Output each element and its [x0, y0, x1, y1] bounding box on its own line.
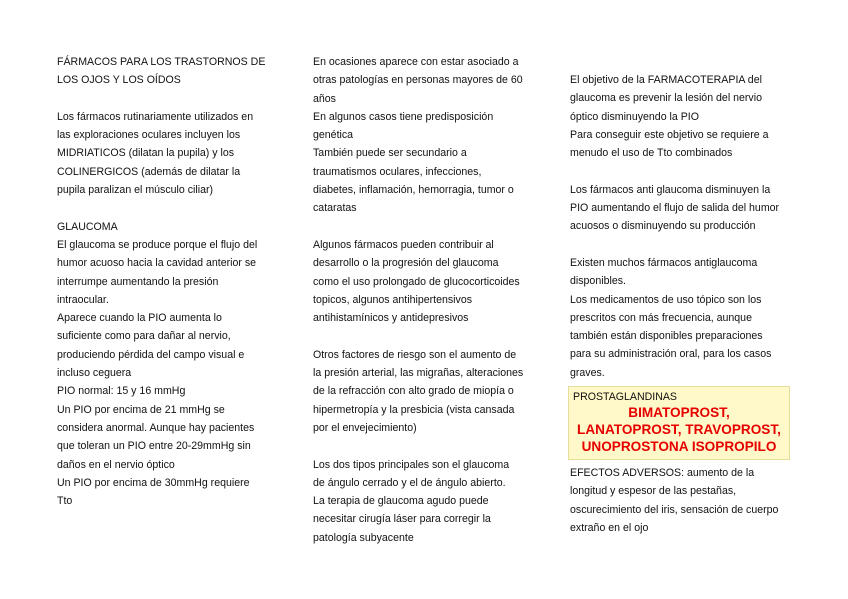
paragraph-drugs-risk	[313, 236, 541, 327]
text-line: EFECTOS ADVERSOS: aumento de la	[570, 467, 755, 480]
text-line: antihistamínicos y antidepresivos	[313, 312, 469, 325]
text-line: longitud y espesor de las pestañas,	[570, 485, 737, 498]
text-line: suficiente como para dañar al nervio,	[57, 330, 231, 343]
prostaglandins-label: PROSTAGLANDINAS	[573, 391, 677, 404]
text-line: también están disponibles preparaciones	[570, 330, 763, 343]
text-line: hipermetropía y la presbicia (vista cansada	[313, 403, 515, 416]
text-line: incluso ceguera	[57, 367, 132, 380]
text-line: En algunos casos tiene predisposición	[313, 110, 494, 123]
text-line: daños en el nervio óptico	[57, 458, 175, 471]
text-line: Los medicamentos de uso tópico son los	[570, 293, 762, 306]
text-line: Un PIO por encima de 30mmHg requiere	[57, 476, 250, 489]
text-line: COLINERGICOS (además de dilatar la	[57, 165, 241, 178]
text-line: LOS OJOS Y LOS OÍDOS	[57, 74, 181, 87]
paragraph-causes	[313, 53, 541, 218]
paragraph-types	[313, 456, 541, 547]
paragraph-intro	[57, 108, 285, 199]
text-line: patología subyacente	[313, 531, 414, 544]
prostaglandins-box	[568, 386, 790, 460]
text-line: En ocasiones aparece con estar asociado a	[313, 56, 519, 68]
text-line: Tto	[57, 495, 73, 508]
text-line: acuosos o disminuyendo su producción	[570, 220, 756, 233]
text-line: para su administración oral, para los casos	[570, 348, 772, 361]
column-left	[57, 53, 285, 510]
text-line: las exploraciones oculares incluyen los	[57, 129, 241, 142]
paragraph-adverse-effects	[570, 464, 802, 537]
text-line: PIO normal: 15 y 16 mmHg	[57, 385, 186, 398]
text-line: La terapia de glaucoma agudo puede	[313, 495, 489, 508]
text-line: que toleran un PIO entre 20-29mmHg sin	[57, 440, 251, 453]
text-line: oscurecimiento del iris, sensación de cuerpo	[570, 503, 779, 516]
text-line: disponibles.	[570, 275, 626, 288]
text-line: óptico disminuyendo la PIO	[570, 110, 699, 123]
text-line: prescritos con más frecuencia, aunque	[570, 311, 752, 324]
text-line: PIO aumentando el flujo de salida del humor	[570, 202, 780, 215]
paragraph-risk-factors	[313, 346, 541, 437]
text-line: Otros factores de riesgo son el aumento de	[313, 348, 517, 361]
text-line: necesitar cirugía láser para corregir la	[313, 513, 491, 526]
drug-line: UNOPROSTONA ISOPROPILO	[581, 439, 777, 455]
text-line: Aparece cuando la PIO aumenta lo	[57, 312, 222, 325]
text-line: traumatismos oculares, infecciones,	[313, 165, 482, 178]
text-line: glaucoma es prevenir la lesión del nervio	[570, 92, 762, 105]
text-line: genética	[313, 129, 354, 142]
text-line: graves.	[570, 366, 605, 379]
text-line: Los fármacos rutinariamente utilizados en	[57, 110, 254, 123]
section-title	[57, 53, 285, 90]
column-middle	[313, 53, 541, 547]
text-line: como el uso prolongado de glucocorticoides	[313, 275, 520, 288]
text-line: humor acuoso hacia la cavidad anterior se	[57, 257, 257, 270]
text-line: pupila paralizan el músculo ciliar)	[57, 184, 214, 197]
text-line: Algunos fármacos pueden contribuir al	[313, 238, 494, 251]
paragraph-objective	[570, 71, 802, 162]
section-heading: GLAUCOMA	[57, 220, 118, 233]
text-line: También puede ser secundario a	[313, 147, 467, 160]
text-line: de ángulo cerrado y el de ángulo abierto.	[313, 476, 506, 489]
paragraph-glaucoma	[57, 218, 285, 511]
drug-line: BIMATOPROST,	[628, 405, 730, 421]
text-line: cataratas	[313, 202, 357, 215]
drug-line: LANATOPROST, TRAVOPROST,	[577, 422, 781, 438]
paragraph-availability	[570, 254, 802, 382]
text-line: años	[313, 92, 336, 105]
text-line: Los dos tipos principales son el glaucoma	[313, 458, 510, 471]
text-line: Para conseguir este objetivo se requiere a	[570, 128, 769, 141]
text-line: desarrollo o la progresión del glaucoma	[313, 257, 499, 270]
text-line: FÁRMACOS PARA LOS TRASTORNOS DE	[57, 56, 266, 68]
text-line: produciendo pérdida del campo visual e	[57, 348, 245, 361]
text-line: considera anormal. Aunque hay pacientes	[57, 421, 255, 434]
text-line: Los fármacos anti glaucoma disminuyen la	[570, 183, 771, 196]
text-line: Existen muchos fármacos antiglaucoma	[570, 256, 758, 269]
text-line: El glaucoma se produce porque el flujo del	[57, 238, 258, 251]
text-line: menudo el uso de Tto combinados	[570, 147, 733, 160]
text-line: topicos, algunos antihipertensivos	[313, 293, 473, 306]
text-line: de la refracción con alto grado de miopía o	[313, 385, 514, 398]
text-line: otras patologías en personas mayores de 60	[313, 74, 523, 87]
paragraph-mechanism	[570, 181, 802, 236]
column-right	[570, 71, 802, 537]
text-line: El objetivo de la FARMACOTERAPIA del	[570, 74, 762, 86]
text-line: extraño en el ojo	[570, 521, 649, 534]
text-line: Un PIO por encima de 21 mmHg se	[57, 403, 225, 416]
text-line: intraocular.	[57, 293, 109, 306]
text-line: interrumpe aumentando la presión	[57, 275, 219, 288]
text-line: diabetes, inflamación, hemorragia, tumor o	[313, 184, 514, 197]
text-line: MIDRIATICOS (dilatan la pupila) y los	[57, 147, 235, 160]
text-line: la presión arterial, las migrañas, alteraciones	[313, 367, 524, 380]
text-line: por el envejecimiento)	[313, 421, 417, 434]
